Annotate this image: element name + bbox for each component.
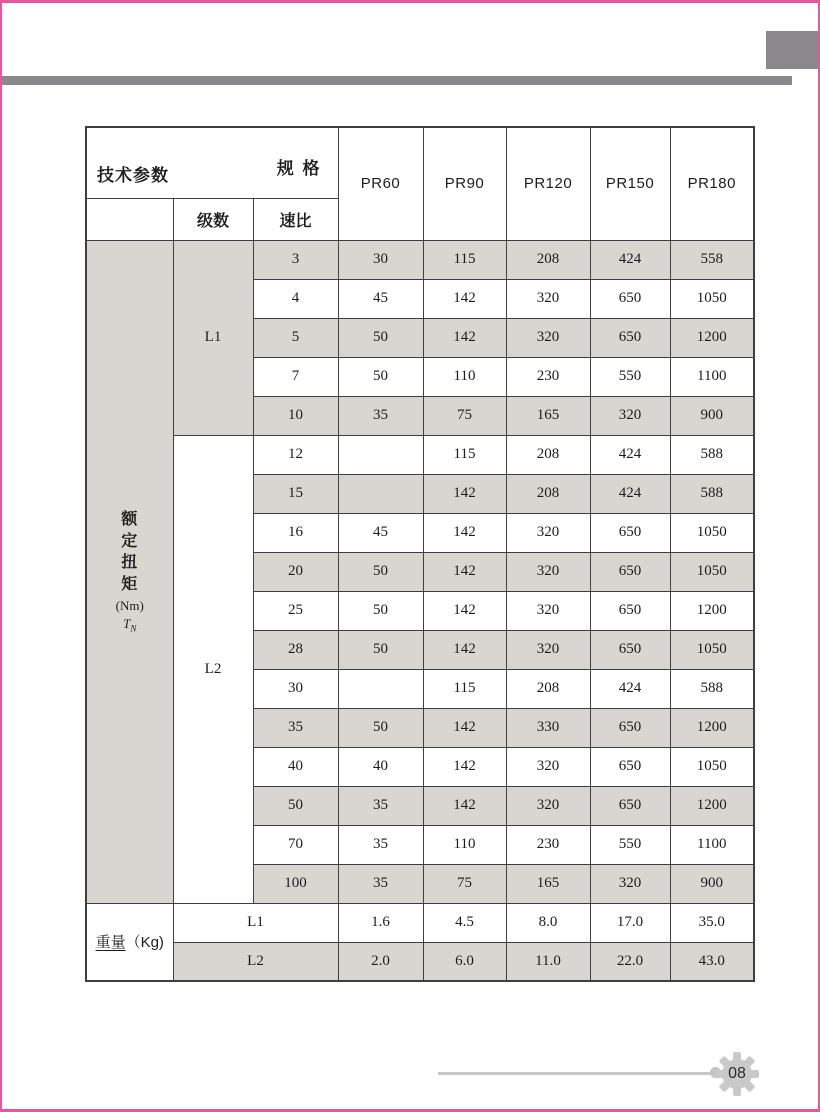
torque-value: 142 xyxy=(423,591,506,630)
header-divider-bar xyxy=(2,76,792,85)
torque-value: 75 xyxy=(423,396,506,435)
torque-value: 650 xyxy=(590,279,670,318)
torque-value: 1200 xyxy=(670,708,754,747)
torque-value: 35 xyxy=(338,786,423,825)
torque-value: 320 xyxy=(590,396,670,435)
weight-value: 2.0 xyxy=(338,942,423,981)
torque-value: 115 xyxy=(423,435,506,474)
torque-value: 165 xyxy=(506,396,590,435)
torque-value: 900 xyxy=(670,864,754,903)
torque-value: 320 xyxy=(506,552,590,591)
torque-value: 588 xyxy=(670,474,754,513)
torque-value: 75 xyxy=(423,864,506,903)
torque-value: 230 xyxy=(506,357,590,396)
torque-value: 558 xyxy=(670,240,754,279)
torque-value: 142 xyxy=(423,630,506,669)
torque-value: 424 xyxy=(590,435,670,474)
torque-label-chars: 额定扭矩 xyxy=(121,511,139,593)
weight-value: 8.0 xyxy=(506,903,590,942)
spec-table xyxy=(85,126,755,982)
torque-value: 50 xyxy=(338,708,423,747)
torque-value: 142 xyxy=(423,474,506,513)
weight-value: 17.0 xyxy=(590,903,670,942)
torque-value: 320 xyxy=(590,864,670,903)
torque-value: 650 xyxy=(590,591,670,630)
table-row xyxy=(86,435,754,474)
torque-value: 208 xyxy=(506,669,590,708)
torque-value: 1050 xyxy=(670,279,754,318)
torque-value: 142 xyxy=(423,708,506,747)
torque-value: 50 xyxy=(338,552,423,591)
torque-value xyxy=(338,474,423,513)
ratio-value: 35 xyxy=(253,708,338,747)
footer-rule xyxy=(438,1072,714,1075)
torque-value: 330 xyxy=(506,708,590,747)
ratio-value: 100 xyxy=(253,864,338,903)
torque-value: 142 xyxy=(423,279,506,318)
torque-value: 50 xyxy=(338,630,423,669)
torque-value: 165 xyxy=(506,864,590,903)
stage-label: L2 xyxy=(173,435,253,903)
torque-value: 30 xyxy=(338,240,423,279)
table-row xyxy=(86,942,754,981)
weight-value: 6.0 xyxy=(423,942,506,981)
weight-value: 4.5 xyxy=(423,903,506,942)
torque-value: 650 xyxy=(590,747,670,786)
torque-value: 320 xyxy=(506,786,590,825)
torque-value xyxy=(338,435,423,474)
torque-value: 35 xyxy=(338,825,423,864)
torque-axis-label xyxy=(86,240,173,903)
weight-value: 22.0 xyxy=(590,942,670,981)
torque-value: 650 xyxy=(590,708,670,747)
ratio-value: 3 xyxy=(253,240,338,279)
torque-value: 320 xyxy=(506,591,590,630)
torque-value: 1050 xyxy=(670,747,754,786)
ratio-value: 10 xyxy=(253,396,338,435)
torque-value: 230 xyxy=(506,825,590,864)
weight-label-unit: （Kg) xyxy=(125,934,164,952)
weight-label xyxy=(86,903,173,981)
torque-value: 40 xyxy=(338,747,423,786)
torque-value: 142 xyxy=(423,552,506,591)
weight-value: 35.0 xyxy=(670,903,754,942)
params-corner-label: 技术参数 xyxy=(97,165,169,185)
torque-value: 35 xyxy=(338,396,423,435)
ratio-value: 70 xyxy=(253,825,338,864)
torque-value: 650 xyxy=(590,786,670,825)
weight-value: 11.0 xyxy=(506,942,590,981)
stage-label: L1 xyxy=(173,240,253,435)
empty-corner-cell xyxy=(86,198,173,240)
torque-value: 424 xyxy=(590,474,670,513)
torque-value xyxy=(338,669,423,708)
torque-value: 320 xyxy=(506,318,590,357)
ratio-column-header: 速比 xyxy=(253,198,338,240)
torque-value: 142 xyxy=(423,786,506,825)
torque-value: 142 xyxy=(423,513,506,552)
torque-value: 320 xyxy=(506,279,590,318)
torque-value: 1050 xyxy=(670,513,754,552)
column-header-pr150: PR150 xyxy=(590,127,670,240)
column-header-pr120: PR120 xyxy=(506,127,590,240)
stage-label: L2 xyxy=(173,942,338,981)
torque-value: 45 xyxy=(338,279,423,318)
ratio-value: 15 xyxy=(253,474,338,513)
weight-label-main: 重量 xyxy=(95,934,126,952)
torque-value: 424 xyxy=(590,669,670,708)
torque-value: 1050 xyxy=(670,552,754,591)
torque-value: 115 xyxy=(423,240,506,279)
torque-value: 320 xyxy=(506,513,590,552)
torque-value: 1050 xyxy=(670,630,754,669)
weight-value: 43.0 xyxy=(670,942,754,981)
torque-value: 588 xyxy=(670,669,754,708)
torque-value: 208 xyxy=(506,474,590,513)
table-row xyxy=(86,903,754,942)
torque-value: 900 xyxy=(670,396,754,435)
torque-value: 50 xyxy=(338,357,423,396)
torque-value: 110 xyxy=(423,357,506,396)
ratio-value: 28 xyxy=(253,630,338,669)
torque-value: 110 xyxy=(423,825,506,864)
torque-value: 650 xyxy=(590,630,670,669)
top-right-gray-block xyxy=(766,31,818,69)
torque-value: 550 xyxy=(590,357,670,396)
gear-icon xyxy=(714,1051,760,1097)
ratio-value: 7 xyxy=(253,357,338,396)
torque-value: 115 xyxy=(423,669,506,708)
torque-value: 650 xyxy=(590,513,670,552)
stage-label: L1 xyxy=(173,903,338,942)
torque-value: 208 xyxy=(506,240,590,279)
torque-label-unit: (Nm) xyxy=(115,598,144,614)
torque-value: 208 xyxy=(506,435,590,474)
torque-value: 320 xyxy=(506,747,590,786)
torque-symbol xyxy=(87,616,173,634)
torque-value: 1200 xyxy=(670,318,754,357)
torque-value: 320 xyxy=(506,630,590,669)
torque-value: 45 xyxy=(338,513,423,552)
stage-column-header: 级数 xyxy=(173,198,253,240)
weight-body xyxy=(86,903,754,981)
torque-body xyxy=(86,240,754,903)
ratio-value: 25 xyxy=(253,591,338,630)
torque-symbol-sub: N xyxy=(130,623,137,634)
torque-value: 50 xyxy=(338,318,423,357)
spec-corner-label: 规 格 xyxy=(276,159,322,178)
torque-value: 1200 xyxy=(670,786,754,825)
torque-value: 1200 xyxy=(670,591,754,630)
ratio-value: 30 xyxy=(253,669,338,708)
table-row xyxy=(86,240,754,279)
torque-value: 50 xyxy=(338,591,423,630)
torque-value: 650 xyxy=(590,552,670,591)
ratio-value: 16 xyxy=(253,513,338,552)
header-row-1 xyxy=(86,127,754,198)
column-header-pr90: PR90 xyxy=(423,127,506,240)
ratio-value: 12 xyxy=(253,435,338,474)
column-header-pr60: PR60 xyxy=(338,127,423,240)
ratio-value: 40 xyxy=(253,747,338,786)
torque-value: 142 xyxy=(423,747,506,786)
torque-value: 35 xyxy=(338,864,423,903)
diagonal-corner-cell xyxy=(86,127,338,198)
torque-value: 1100 xyxy=(670,357,754,396)
ratio-value: 5 xyxy=(253,318,338,357)
torque-value: 424 xyxy=(590,240,670,279)
ratio-value: 50 xyxy=(253,786,338,825)
ratio-value: 20 xyxy=(253,552,338,591)
column-header-pr180: PR180 xyxy=(670,127,754,240)
torque-value: 142 xyxy=(423,318,506,357)
torque-symbol-main: T xyxy=(123,616,131,632)
torque-value: 650 xyxy=(590,318,670,357)
page-number: 08 xyxy=(728,1065,746,1082)
torque-value: 550 xyxy=(590,825,670,864)
torque-value: 1100 xyxy=(670,825,754,864)
torque-value: 588 xyxy=(670,435,754,474)
ratio-value: 4 xyxy=(253,279,338,318)
weight-value: 1.6 xyxy=(338,903,423,942)
